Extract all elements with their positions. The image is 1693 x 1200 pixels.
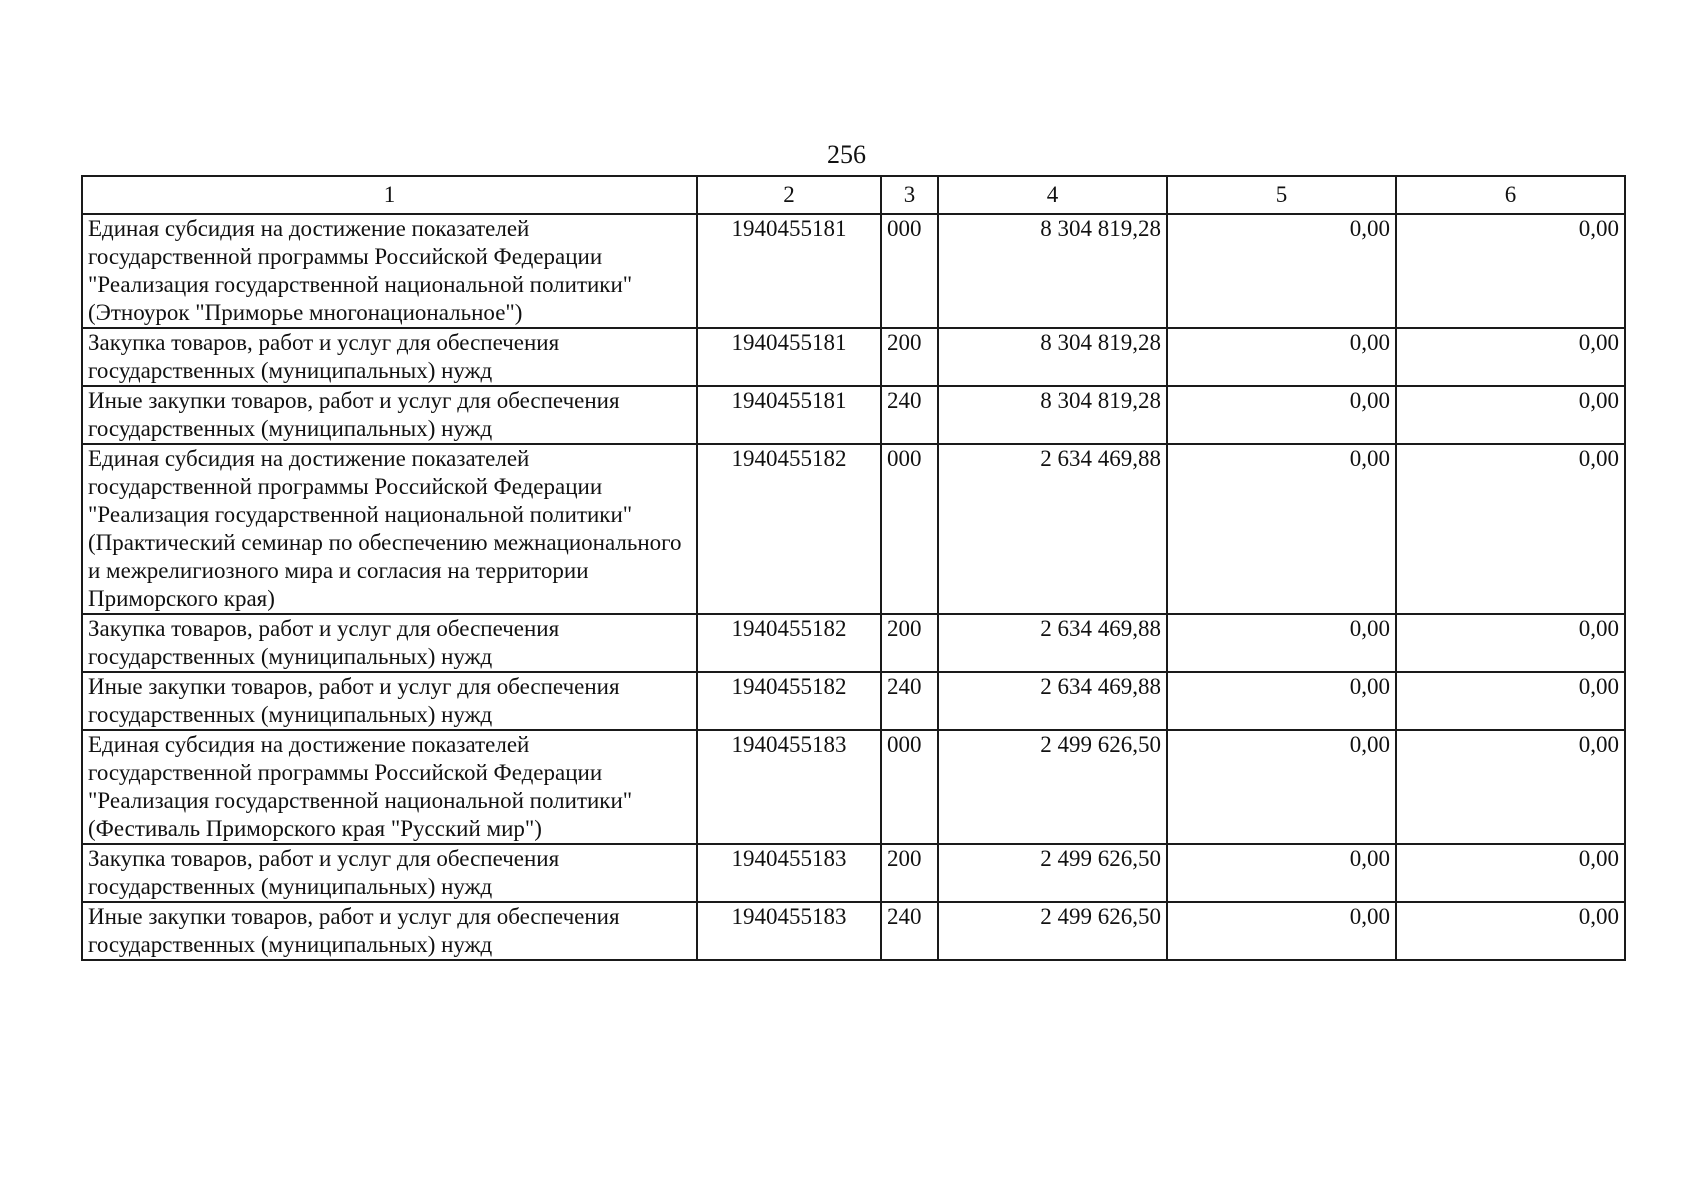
- row-amount-col5: 0,00: [1167, 444, 1396, 614]
- row-amount-col6: 0,00: [1396, 730, 1625, 844]
- row-amount-col4: 2 634 469,88: [938, 672, 1167, 730]
- row-amount-col4: 8 304 819,28: [938, 328, 1167, 386]
- row-amount-col5: 0,00: [1167, 614, 1396, 672]
- table-row: [82, 902, 1625, 960]
- row-amount-col6: 0,00: [1396, 444, 1625, 614]
- row-target-code: 1940455183: [697, 844, 881, 902]
- row-description: Иные закупки товаров, работ и услуг для обеспечения государственных (муниципальных) нужд: [82, 672, 697, 730]
- row-expense-kind: 200: [881, 328, 938, 386]
- header-cell-3: 3: [881, 176, 938, 214]
- row-description: Закупка товаров, работ и услуг для обеспечения государственных (муниципальных) нужд: [82, 328, 697, 386]
- row-expense-kind: 200: [881, 844, 938, 902]
- row-amount-col5: 0,00: [1167, 214, 1396, 328]
- row-target-code: 1940455182: [697, 672, 881, 730]
- row-description: Закупка товаров, работ и услуг для обеспечения государственных (муниципальных) нужд: [82, 614, 697, 672]
- page-number: 256: [827, 140, 866, 169]
- row-expense-kind: 000: [881, 214, 938, 328]
- row-amount-col5: 0,00: [1167, 672, 1396, 730]
- row-amount-col4: 2 499 626,50: [938, 844, 1167, 902]
- row-amount-col6: 0,00: [1396, 214, 1625, 328]
- row-description: Единая субсидия на достижение показателей государственной программы Российской Федерации "Реализация государственной национальной политики" (Фестиваль Приморского края "Русский мир"): [82, 730, 697, 844]
- row-amount-col5: 0,00: [1167, 730, 1396, 844]
- row-amount-col4: 2 634 469,88: [938, 614, 1167, 672]
- header-cell-2: 2: [697, 176, 881, 214]
- row-description: Иные закупки товаров, работ и услуг для обеспечения государственных (муниципальных) нужд: [82, 386, 697, 444]
- row-amount-col5: 0,00: [1167, 386, 1396, 444]
- row-expense-kind: 000: [881, 444, 938, 614]
- row-amount-col5: 0,00: [1167, 328, 1396, 386]
- table-row: [82, 328, 1625, 386]
- row-target-code: 1940455182: [697, 614, 881, 672]
- row-amount-col4: 2 499 626,50: [938, 902, 1167, 960]
- table-row: [82, 844, 1625, 902]
- row-amount-col6: 0,00: [1396, 844, 1625, 902]
- row-expense-kind: 240: [881, 386, 938, 444]
- row-amount-col6: 0,00: [1396, 386, 1625, 444]
- row-amount-col5: 0,00: [1167, 844, 1396, 902]
- row-expense-kind: 240: [881, 902, 938, 960]
- header-cell-6: 6: [1396, 176, 1625, 214]
- header-row: [82, 176, 1625, 214]
- table-row: [82, 386, 1625, 444]
- row-target-code: 1940455183: [697, 730, 881, 844]
- table-row: [82, 214, 1625, 328]
- header-cell-5: 5: [1167, 176, 1396, 214]
- row-description: Закупка товаров, работ и услуг для обеспечения государственных (муниципальных) нужд: [82, 844, 697, 902]
- row-amount-col5: 0,00: [1167, 902, 1396, 960]
- row-amount-col4: 8 304 819,28: [938, 386, 1167, 444]
- row-description: Иные закупки товаров, работ и услуг для обеспечения государственных (муниципальных) нужд: [82, 902, 697, 960]
- row-description: Единая субсидия на достижение показателей государственной программы Российской Федерации "Реализация государственной национальной политики" (Этноурок "Приморье многонациональное"): [82, 214, 697, 328]
- row-amount-col4: 2 499 626,50: [938, 730, 1167, 844]
- row-amount-col6: 0,00: [1396, 328, 1625, 386]
- row-expense-kind: 200: [881, 614, 938, 672]
- row-target-code: 1940455181: [697, 214, 881, 328]
- row-amount-col4: 8 304 819,28: [938, 214, 1167, 328]
- table-row: [82, 730, 1625, 844]
- table-row: [82, 614, 1625, 672]
- header-cell-4: 4: [938, 176, 1167, 214]
- table-row: [82, 672, 1625, 730]
- row-amount-col6: 0,00: [1396, 902, 1625, 960]
- row-expense-kind: 240: [881, 672, 938, 730]
- budget-table: [81, 175, 1626, 961]
- row-target-code: 1940455183: [697, 902, 881, 960]
- row-expense-kind: 000: [881, 730, 938, 844]
- header-cell-1: 1: [82, 176, 697, 214]
- row-target-code: 1940455181: [697, 328, 881, 386]
- row-amount-col6: 0,00: [1396, 614, 1625, 672]
- row-target-code: 1940455181: [697, 386, 881, 444]
- row-amount-col4: 2 634 469,88: [938, 444, 1167, 614]
- table-row: [82, 444, 1625, 614]
- row-amount-col6: 0,00: [1396, 672, 1625, 730]
- row-target-code: 1940455182: [697, 444, 881, 614]
- row-description: Единая субсидия на достижение показателей государственной программы Российской Федерации "Реализация государственной национальной политики" (Практический семинар по обеспечению межнационального и межрелигиозного мира и согласия на территории Приморского края): [82, 444, 697, 614]
